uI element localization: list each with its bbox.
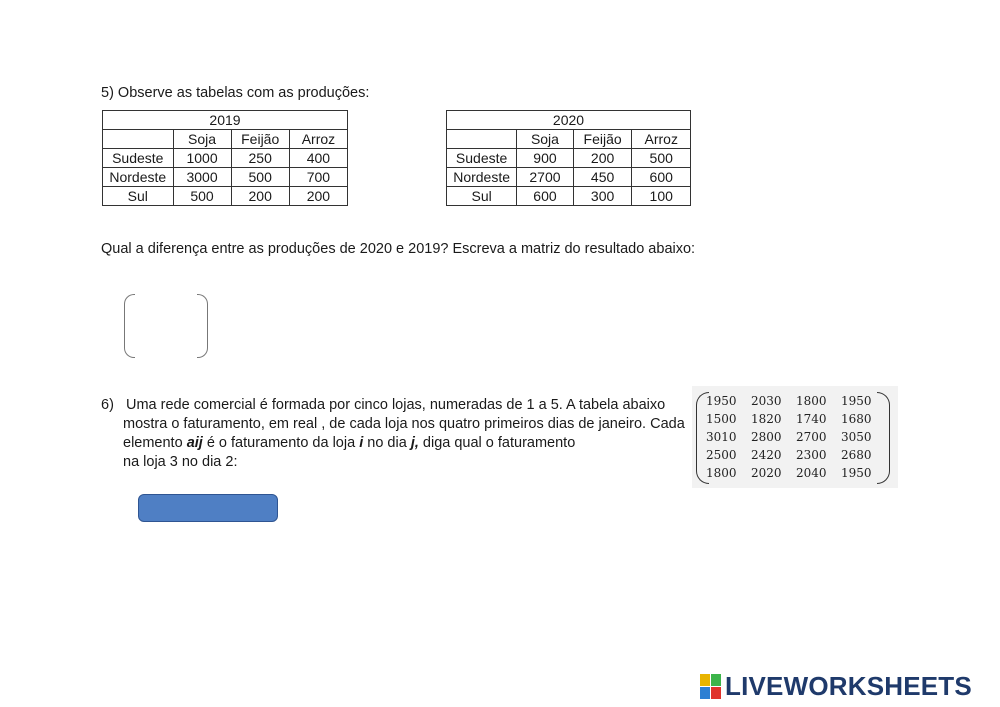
- matrix-cell: 1800: [706, 466, 737, 480]
- answer-input-box[interactable]: [138, 494, 278, 522]
- matrix-row: [706, 392, 886, 410]
- text-segment: no dia: [363, 435, 411, 451]
- table-row: [447, 187, 691, 206]
- matrix-cell: 2030: [751, 394, 782, 408]
- table-2020-year: 2020: [447, 111, 691, 130]
- table-cell: Sudeste: [447, 149, 517, 168]
- header-cell: Soja: [173, 130, 231, 149]
- table-row: [447, 149, 691, 168]
- table-cell: 300: [573, 187, 632, 206]
- question-6-line-3: [101, 434, 691, 453]
- table-cell: 600: [517, 187, 573, 206]
- table-cell: 200: [573, 149, 632, 168]
- header-cell: Soja: [517, 130, 573, 149]
- right-parenthesis: [197, 294, 208, 358]
- table-row: [447, 168, 691, 187]
- matrix-row: [706, 446, 886, 464]
- question-6-number: 6): [101, 397, 114, 413]
- matrix-cell: 1740: [796, 412, 827, 426]
- aij-term: aij: [186, 435, 203, 451]
- table-header-row: [447, 130, 691, 149]
- table-2019-year: 2019: [103, 111, 348, 130]
- table-cell: Nordeste: [103, 168, 174, 187]
- header-cell: Arroz: [289, 130, 347, 149]
- production-table-2020: [446, 110, 691, 206]
- matrix-cell: 2800: [751, 430, 782, 444]
- logo-square: [700, 674, 710, 686]
- question-6-text: [101, 396, 691, 472]
- matrix-cell: 2040: [796, 466, 827, 480]
- matrix-cell: 2700: [796, 430, 827, 444]
- logo-mark-icon: [700, 674, 721, 699]
- left-parenthesis: [124, 294, 135, 358]
- liveworksheets-logo: [700, 671, 972, 701]
- header-cell: Arroz: [632, 130, 691, 149]
- matrix-cell: 1950: [706, 394, 737, 408]
- production-table-2019: [102, 110, 348, 206]
- matrix-cell: 3050: [841, 430, 872, 444]
- matrix-row: [706, 464, 886, 482]
- matrix-cell: 2420: [751, 448, 782, 462]
- revenue-matrix-table: [706, 392, 886, 482]
- text-segment: é o faturamento da loja: [202, 435, 360, 451]
- matrix-cell: 1950: [841, 466, 872, 480]
- header-cell: Feijão: [231, 130, 289, 149]
- table-row: [103, 168, 348, 187]
- table-row: [103, 187, 348, 206]
- text-segment: elemento: [123, 435, 187, 451]
- matrix-cell: 2020: [751, 466, 782, 480]
- logo-text: LIVEWORKSHEETS: [725, 670, 972, 701]
- table-cell: 900: [517, 149, 573, 168]
- table-cell: 200: [231, 187, 289, 206]
- header-cell: Feijão: [573, 130, 632, 149]
- question-6-line-2: mostra o faturamento, em real , de cada loja nos quatro primeiros dias de janeiro. Cada: [123, 416, 685, 432]
- question-6-line-4: na loja 3 no dia 2:: [123, 454, 238, 470]
- table-cell: 500: [231, 168, 289, 187]
- table-cell: 500: [173, 187, 231, 206]
- matrix-cell: 2500: [706, 448, 737, 462]
- logo-square: [711, 687, 721, 699]
- header-cell: [103, 130, 174, 149]
- question-6-line-1: [101, 396, 691, 415]
- logo-square: [711, 674, 721, 686]
- table-row: [103, 149, 348, 168]
- table-cell: Nordeste: [447, 168, 517, 187]
- matrix-cell: 1820: [751, 412, 782, 426]
- question-5-prompt: Qual a diferença entre as produções de 2020 e 2019? Escreva a matriz do resultado abaixo:: [101, 241, 696, 257]
- header-cell: [447, 130, 517, 149]
- table-cell: 500: [632, 149, 691, 168]
- matrix-cell: 2680: [841, 448, 872, 462]
- table-cell: Sudeste: [103, 149, 174, 168]
- table-cell: 100: [632, 187, 691, 206]
- table-cell: Sul: [103, 187, 174, 206]
- table-cell: 1000: [173, 149, 231, 168]
- table-cell: 250: [231, 149, 289, 168]
- table-cell: 700: [289, 168, 347, 187]
- table-cell: Sul: [447, 187, 517, 206]
- i-term: i: [359, 435, 364, 451]
- matrix-cell: 2300: [796, 448, 827, 462]
- table-cell: 200: [289, 187, 347, 206]
- matrix-cell: 1950: [841, 394, 872, 408]
- logo-square: [700, 687, 710, 699]
- table-cell: 450: [573, 168, 632, 187]
- table-cell: 2700: [517, 168, 573, 187]
- matrix-cell: 1800: [796, 394, 827, 408]
- matrix-row: [706, 428, 886, 446]
- matrix-answer-area[interactable]: [124, 294, 208, 358]
- question-5-title: 5) Observe as tabelas com as produções:: [101, 85, 370, 101]
- matrix-cell: 3010: [706, 430, 737, 444]
- revenue-matrix: [692, 386, 898, 488]
- table-header-row: [103, 130, 348, 149]
- table-cell: 3000: [173, 168, 231, 187]
- matrix-cell: 1500: [706, 412, 737, 426]
- j-term: j,: [410, 435, 419, 451]
- text-segment: diga qual o faturamento: [418, 435, 576, 451]
- table-cell: 400: [289, 149, 347, 168]
- matrix-cell: 1680: [841, 412, 872, 426]
- question-6-line-1-text: Uma rede comercial é formada por cinco lojas, numeradas de 1 a 5. A tabela abaixo: [126, 397, 666, 413]
- table-cell: 600: [632, 168, 691, 187]
- matrix-row: [706, 410, 886, 428]
